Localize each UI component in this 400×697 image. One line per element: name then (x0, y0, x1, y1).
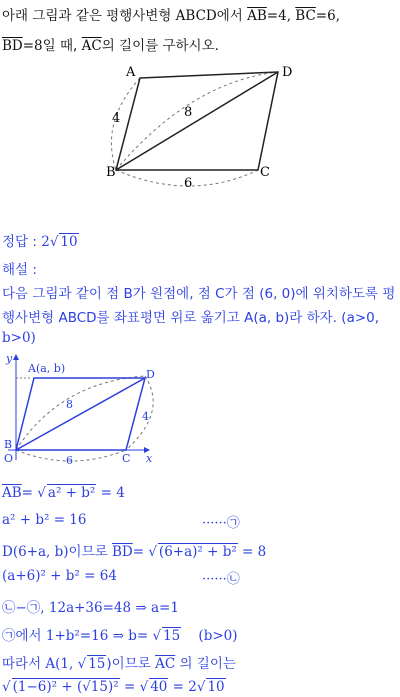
segment-bd: $\overline{BD}$ (2, 38, 23, 54)
length-bd-label-2: 8 (66, 398, 73, 411)
solution-line-6: ㉠에서 1+b²=16 ⇒ b= √ 15 (b>0) (2, 628, 238, 644)
parallelogram-figure (100, 62, 310, 192)
text: 따라서 A(1, (2, 656, 78, 672)
equation-tag-1: ······㉠ (202, 516, 240, 531)
value-ab: =4, (266, 8, 296, 24)
vertex-c-label: C (260, 165, 270, 180)
radicand: (1−6)² + (√15)² (12, 679, 119, 695)
segment-ab-2: $\overline{AB}$ (2, 485, 22, 501)
text: ㉠에서 1+b²=16 ⇒ b= (2, 628, 153, 644)
diagonal-bd-2 (16, 378, 145, 450)
equals: = (21, 485, 38, 501)
radicand: a² + b² (47, 485, 96, 501)
vertex-d-label: D (282, 65, 293, 80)
point-c-label: C (122, 452, 131, 465)
vertex-a-label: A (126, 65, 136, 80)
explanation-p3: b>0) (2, 330, 36, 346)
origin-label: O (4, 452, 14, 465)
y-axis-arrow (13, 354, 19, 360)
radicand: 15 (163, 628, 181, 644)
length-bd-label: 8 (184, 105, 193, 120)
point-a-label: A(a, b) (28, 362, 66, 375)
problem-text: 일 때, (42, 38, 82, 54)
explanation-label: 해설 : (2, 262, 37, 278)
text: 의 길이는 (175, 656, 236, 672)
answer-radicand: 10 (60, 234, 78, 250)
solution-line-8: √ (1−6)² + (√15)² = √ 40 = 2√ 10 (2, 679, 225, 695)
problem-line-1 (2, 4, 340, 24)
text: )이므로 (106, 656, 156, 672)
point-d-label: D (146, 368, 155, 381)
final-radicand: 10 (207, 679, 225, 695)
parallelogram-name: ABCD (175, 8, 217, 24)
explanation-p2: 행사변형 ABCD를 좌표평면 위로 옮기고 A(a, b)라 하자. (a>0, (2, 310, 380, 326)
answer-label: 정답 : (2, 234, 42, 250)
x-axis-label: x (146, 452, 153, 465)
value-bc: =6, (315, 8, 340, 24)
length-ab-label: 4 (112, 111, 121, 126)
solution-line-2: a² + b² = 16 (2, 512, 87, 528)
result: = 8 (237, 544, 267, 560)
equals: = 2 (168, 679, 197, 695)
y-axis-label: y (6, 352, 13, 365)
problem-line-2 (2, 34, 219, 54)
equals: = (132, 544, 149, 560)
radicand: 40 (150, 679, 168, 695)
diagonal-bd (116, 72, 278, 170)
point-d-coords: D(6+a, b)이므로 (2, 544, 112, 560)
solution-line-1: $\overline{AB}=$ √ a² + b² = 4 (2, 485, 125, 501)
segment-ac-2: $\overline{AC}$ (155, 656, 176, 672)
answer-coefficient: 2 (41, 234, 50, 250)
solution-line-7: 따라서 A(1, √ 15)이므로 $\overline{AC}$ 의 길이는 (2, 656, 236, 672)
segment-bd-2: $\overline{BD}$ (111, 544, 133, 560)
point-b-label: B (4, 438, 13, 451)
problem-text: 아래 그림과 같은 평행사변형 (2, 8, 176, 24)
radicand: (6+a)² + b² (158, 544, 237, 560)
segment-bc: $\overline{BC}$ (295, 8, 316, 24)
solution-line-5: ㉡−㉠, 12a+36=48 ⇒ a=1 (2, 600, 179, 616)
result: = 4 (96, 485, 125, 501)
segment-ab: $\overline{AB}$ (247, 8, 267, 24)
coordinate-figure (0, 352, 170, 472)
equals: = (119, 679, 140, 695)
length-bc-label: 6 (184, 176, 193, 191)
problem-text: 의 길이를 구하시오. (101, 38, 219, 54)
condition: (b>0) (181, 628, 238, 644)
solution-line-4: (a+6)² + b² = 64 (2, 568, 117, 584)
length-cd-label-2: 4 (142, 410, 149, 423)
equation-tag-2: ······㉡ (202, 572, 240, 587)
explanation-p1: 다음 그림과 같이 점 B가 원점에, 점 C가 점 (6, 0)에 위치하도록 평 (2, 286, 396, 302)
value-bd: =8 (22, 38, 43, 54)
segment-ac: $\overline{AC}$ (81, 38, 102, 54)
answer-line: 정답 : 2√ 10 (2, 234, 78, 250)
problem-text: 에서 (216, 8, 248, 24)
solution-line-3: D(6+a, b)이므로 $\overline{BD}=$ √ (6+a)² + b² = 8 (2, 544, 267, 560)
radicand: 15 (88, 656, 106, 672)
vertex-b-label: B (106, 165, 116, 180)
length-bc-label-2: 6 (66, 454, 73, 467)
